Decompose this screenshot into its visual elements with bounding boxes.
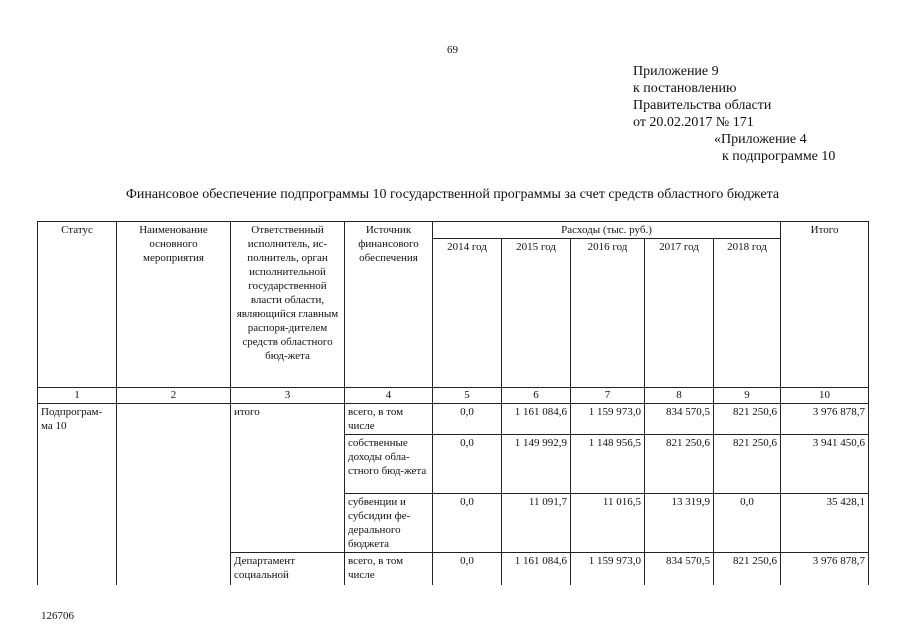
document-title: Финансовое обеспечение подпрограммы 10 государственной программы за счет средств областного бюджета — [125, 187, 780, 202]
value-cell: 821 250,6 — [714, 435, 781, 494]
page-number: 69 — [447, 44, 458, 56]
value-cell: 0,0 — [433, 494, 502, 553]
value-cell: 0,0 — [433, 404, 502, 435]
value-cell: 3 976 878,7 — [781, 404, 869, 435]
value-cell: 1 159 973,0 — [571, 553, 645, 586]
header-status: Статус — [38, 222, 117, 388]
value-cell: 1 148 956,5 — [571, 435, 645, 494]
source-cell: всего, в том числе — [345, 404, 433, 435]
table-row — [38, 404, 869, 435]
value-cell: 3 976 878,7 — [781, 553, 869, 586]
header-total: Итого — [781, 222, 869, 388]
header-year-2018: 2018 год — [714, 239, 781, 388]
column-number: 9 — [714, 388, 781, 404]
column-number-row — [38, 388, 869, 404]
value-cell: 11 016,5 — [571, 494, 645, 553]
column-number: 8 — [645, 388, 714, 404]
source-cell: всего, в том числе — [345, 553, 433, 586]
header-year-2016: 2016 год — [571, 239, 645, 388]
header-row — [38, 222, 869, 239]
value-cell: 1 161 084,6 — [502, 404, 571, 435]
appendix-line-1: Приложение 9 — [633, 64, 719, 79]
value-cell: 1 149 992,9 — [502, 435, 571, 494]
column-number: 4 — [345, 388, 433, 404]
column-number: 1 — [38, 388, 117, 404]
value-cell: 821 250,6 — [645, 435, 714, 494]
value-cell: 821 250,6 — [714, 404, 781, 435]
value-cell: 0,0 — [433, 553, 502, 586]
header-expenses: Расходы (тыс. руб.) — [433, 222, 781, 239]
value-cell: 0,0 — [714, 494, 781, 553]
appendix-line-6: к подпрограмме 10 — [722, 149, 836, 164]
value-cell: 0,0 — [433, 435, 502, 494]
value-cell: 35 428,1 — [781, 494, 869, 553]
responsible-dept-cell: Департамент социальной — [231, 553, 345, 586]
finance-table — [37, 221, 869, 585]
status-cell: Подпрограм-ма 10 — [38, 404, 117, 586]
value-cell: 1 159 973,0 — [571, 404, 645, 435]
header-year-2014: 2014 год — [433, 239, 502, 388]
appendix-line-5: «Приложение 4 — [714, 132, 807, 147]
responsible-total-cell: итого — [231, 404, 345, 553]
value-cell: 821 250,6 — [714, 553, 781, 586]
column-number: 6 — [502, 388, 571, 404]
column-number: 10 — [781, 388, 869, 404]
appendix-line-4: от 20.02.2017 № 171 — [633, 115, 754, 130]
value-cell: 11 091,7 — [502, 494, 571, 553]
value-cell: 834 570,5 — [645, 404, 714, 435]
column-number: 7 — [571, 388, 645, 404]
value-cell: 1 161 084,6 — [502, 553, 571, 586]
value-cell: 13 319,9 — [645, 494, 714, 553]
column-number: 2 — [117, 388, 231, 404]
source-cell: собственные доходы обла-стного бюд-жета — [345, 435, 433, 494]
appendix-line-3: Правительства области — [633, 98, 772, 113]
header-year-2017: 2017 год — [645, 239, 714, 388]
header-event-name: Наименование основного мероприятия — [117, 222, 231, 388]
value-cell: 3 941 450,6 — [781, 435, 869, 494]
column-number: 5 — [433, 388, 502, 404]
header-source: Источник финансового обеспечения — [345, 222, 433, 388]
event-name-cell — [117, 404, 231, 586]
column-number: 3 — [231, 388, 345, 404]
source-cell: субвенции и субсидии фе-дерального бюджета — [345, 494, 433, 553]
value-cell: 834 570,5 — [645, 553, 714, 586]
footer-code: 126706 — [41, 610, 74, 622]
appendix-line-2: к постановлению — [633, 81, 737, 96]
header-year-2015: 2015 год — [502, 239, 571, 388]
header-responsible: Ответственный исполнитель, ис-полнитель, орган исполнительной государственной власти области, являющийся главным распоря-дителем средств областного бюд-жета — [231, 222, 345, 388]
